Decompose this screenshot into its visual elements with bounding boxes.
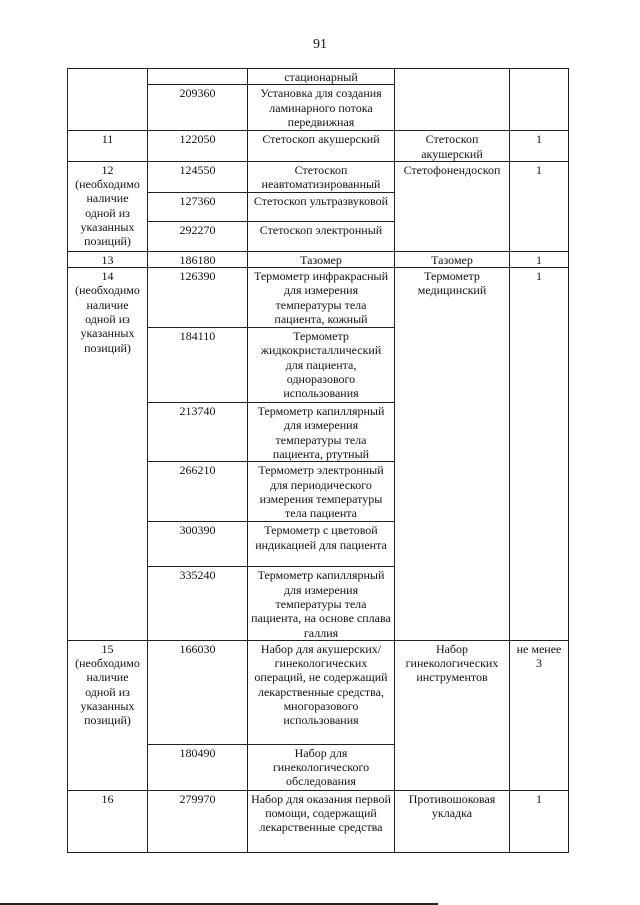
device-name: Термометр капиллярный для измерения температуры тела пациента, на основе сплава галлия: [248, 567, 395, 640]
quantity: 1: [510, 131, 569, 162]
device-code: 186180: [148, 251, 248, 267]
position-number: 11: [68, 131, 148, 162]
table-row: [68, 790, 569, 852]
device-code: 279970: [148, 790, 248, 852]
device-name: Набор для гинекологического обследования: [248, 744, 395, 790]
device-name: Термометр электронный для периодического измерения температуры тела пациента: [248, 462, 395, 522]
device-name: Термометр с цветовой индикацией для пациента: [248, 522, 395, 567]
position-number: 15 (необходимо наличие одной из указанных позиций): [68, 640, 148, 790]
table-row: [68, 640, 569, 744]
device-code: 292270: [148, 221, 248, 251]
device-type: Стетоскоп акушерский: [395, 131, 510, 162]
quantity: не менее 3: [510, 640, 569, 790]
device-code: 122050: [148, 131, 248, 162]
table-row: [68, 161, 569, 192]
position-number: 13: [68, 251, 148, 267]
device-name: Стетоскоп ультразвуковой: [248, 192, 395, 221]
device-type: Термометр медицинский: [395, 268, 510, 641]
device-name: Стетоскоп акушерский: [248, 131, 395, 162]
device-code: 166030: [148, 640, 248, 744]
table-row: [68, 69, 569, 85]
device-name: Набор для акушерских/ гинекологических операций, не содержащий лекарственные средства, многоразового использования: [248, 640, 395, 744]
equipment-table: [67, 68, 569, 853]
device-name: стационарный: [248, 69, 395, 85]
position-number: 14 (необходимо наличие одной из указанных позиций): [68, 268, 148, 641]
device-code: 266210: [148, 462, 248, 522]
device-type: Тазомер: [395, 251, 510, 267]
device-name: Тазомер: [248, 251, 395, 267]
table-row: [68, 251, 569, 267]
device-code: 213740: [148, 403, 248, 462]
device-code: 300390: [148, 522, 248, 567]
table-row: [68, 131, 569, 162]
quantity: 1: [510, 161, 569, 251]
device-code: 184110: [148, 328, 248, 403]
device-code: 124550: [148, 161, 248, 192]
device-code: 335240: [148, 567, 248, 640]
device-name: Термометр жидкокристаллический для пациента, одноразового использования: [248, 328, 395, 403]
quantity: 1: [510, 790, 569, 852]
device-name: Стетоскоп электронный: [248, 221, 395, 251]
table-row: [68, 268, 569, 328]
quantity: 1: [510, 268, 569, 641]
device-type: Стетофонендоскоп: [395, 161, 510, 251]
device-name: Набор для оказания первой помощи, содержащий лекарственные средства: [248, 790, 395, 852]
device-name: Стетоскоп неавтоматизированный: [248, 161, 395, 192]
device-name: Термометр капиллярный для измерения температуры тела пациента, ртутный: [248, 403, 395, 462]
quantity: 1: [510, 251, 569, 267]
device-name: Термометр инфракрасный для измерения температуры тела пациента, кожный: [248, 268, 395, 328]
position-number: 16: [68, 790, 148, 852]
position-number: 12 (необходимо наличие одной из указанных позиций): [68, 161, 148, 251]
device-type: Противошоковая укладка: [395, 790, 510, 852]
device-code: 126390: [148, 268, 248, 328]
device-code: 209360: [148, 85, 248, 131]
device-name: Установка для создания ламинарного потока передвижная: [248, 85, 395, 131]
device-type: Набор гинекологических инструментов: [395, 640, 510, 790]
device-code: 180490: [148, 744, 248, 790]
device-code: 127360: [148, 192, 248, 221]
page-number: 91: [313, 37, 327, 52]
